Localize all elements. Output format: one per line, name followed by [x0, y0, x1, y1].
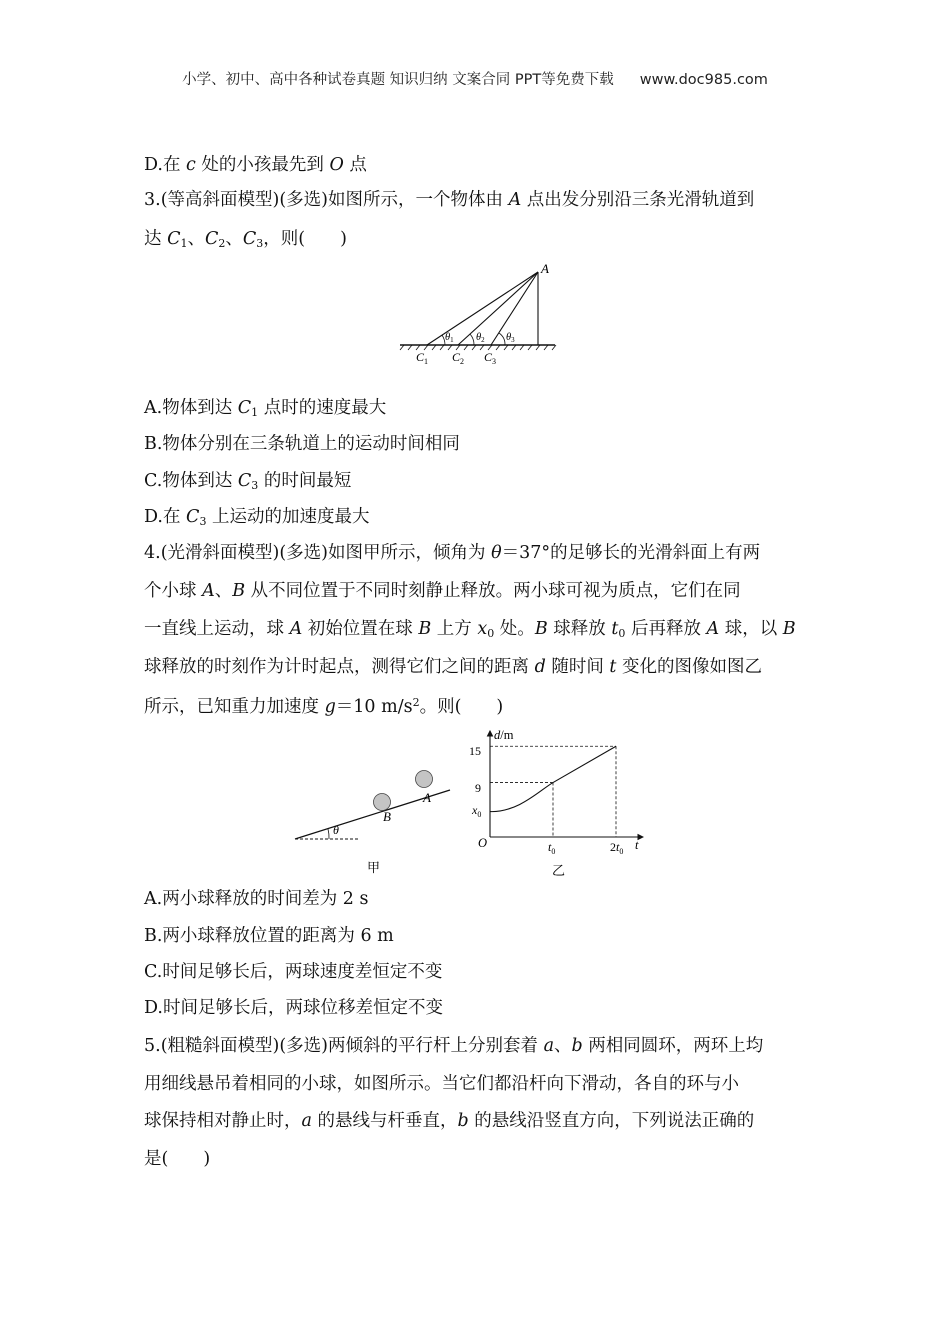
y-tick-15: 15 — [469, 744, 481, 758]
q3-incline-figure — [390, 258, 570, 370]
label-c2: $C_2$ — [452, 350, 465, 366]
q5-stem-line-2: 用细线悬吊着相同的小球，如图所示。当它们都沿杆向下滑动，各自的环与小 — [144, 1074, 739, 1094]
label-theta-1: θ1 — [445, 332, 454, 344]
x-tick-2t0: $2t_0$ — [610, 840, 624, 856]
label-ball-b: B — [383, 809, 391, 824]
label-ball-a: A — [423, 790, 431, 805]
header-url[interactable]: www.doc985.com — [639, 72, 768, 88]
q5-stem-line-4: 是( ) — [144, 1149, 211, 1169]
series-d-curve-segment — [490, 783, 553, 812]
q3-stem-line-1: 3.(等高斜面模型)(多选)如图所示，一个物体由 A 点出发分别沿三条光滑轨道到 — [144, 190, 755, 210]
origin-label: O — [478, 836, 488, 850]
caption-jia: 甲 — [367, 860, 381, 875]
ball-a — [416, 771, 433, 788]
series-d-straight-segment — [553, 746, 616, 782]
y-tick-9: 9 — [475, 781, 481, 795]
q3-option-c[interactable]: C.物体到达 $C_3$ 的时间最短 — [144, 471, 352, 492]
label-c3: $C_3$ — [484, 350, 497, 366]
label-theta-3: θ3 — [506, 332, 515, 344]
y-axis-label: d/m — [494, 728, 514, 742]
caption-yi: 乙 — [552, 863, 566, 878]
angle-arc-3 — [499, 333, 505, 345]
q5-stem-line-1: 5.(粗糙斜面模型)(多选)两倾斜的平行杆上分别套着 a、b 两相同圆环，两环上均 — [144, 1036, 764, 1056]
q3-option-b[interactable]: B.物体分别在三条轨道上的运动时间相同 — [144, 434, 460, 454]
q4-option-a[interactable]: A.两小球释放的时间差为 2 s — [144, 889, 369, 909]
theta-arc — [328, 829, 329, 839]
q4-option-b[interactable]: B.两小球释放位置的距离为 6 m — [144, 926, 394, 946]
q5-stem-line-3: 球保持相对静止时，a 的悬线与杆垂直，b 的悬线沿竖直方向，下列说法正确的 — [144, 1111, 755, 1131]
q4-figure-jia — [285, 755, 455, 880]
q4-option-d[interactable]: D.时间足够长后，两球位移差恒定不变 — [144, 998, 443, 1018]
y-tick-x0: $x_0$ — [472, 803, 482, 819]
label-theta: θ — [333, 823, 339, 837]
q4-stem-line-1: 4.(光滑斜面模型)(多选)如图甲所示，倾角为 θ＝37°的足够长的光滑斜面上有两 — [144, 543, 761, 563]
q4-stem-line-5: 所示，已知重力加速度 g＝10 $m/s^2$。则( ) — [144, 696, 504, 717]
q4-stem-line-3: 一直线上运动，球 A 初始位置在球 B 上方 $x_0$ 处。B 球释放 $t_0$ 后再释放 A 球，以 B — [144, 619, 796, 640]
q3-option-a[interactable]: A.物体到达 $C_1$ 点时的速度最大 — [144, 398, 387, 419]
track-c1 — [427, 272, 538, 345]
q4-stem-line-2: 个小球 A、B 从不同位置于不同时刻静止释放。两小球可视为质点，它们在同 — [144, 581, 741, 601]
x-tick-t0: $t_0$ — [548, 840, 556, 856]
page-header — [0, 68, 950, 89]
q4-figure-yi-chart — [460, 725, 655, 880]
q3-option-d[interactable]: D.在 $C_3$ 上运动的加速度最大 — [144, 507, 370, 528]
q4-option-c[interactable]: C.时间足够长后，两球速度差恒定不变 — [144, 962, 443, 982]
header-text: 小学、初中、高中各种试卷真题 知识归纳 文案合同 PPT等免费下载 — [182, 72, 614, 88]
q3-stem-line-2: 达 $C_1$、$C_2$、$C_3$，则( ) — [144, 229, 347, 250]
x-axis-label: t — [635, 838, 639, 852]
label-c1: $C_1$ — [416, 350, 429, 366]
q2-option-d[interactable]: D.在 c 处的小孩最先到 O 点 — [144, 155, 367, 175]
angle-arc-2 — [470, 334, 474, 345]
label-theta-2: θ2 — [476, 332, 485, 344]
q4-stem-line-4: 球释放的时刻作为计时起点，测得它们之间的距离 d 随时间 t 变化的图像如图乙 — [144, 657, 763, 677]
label-apex: A — [541, 261, 549, 276]
ball-b — [374, 794, 391, 811]
